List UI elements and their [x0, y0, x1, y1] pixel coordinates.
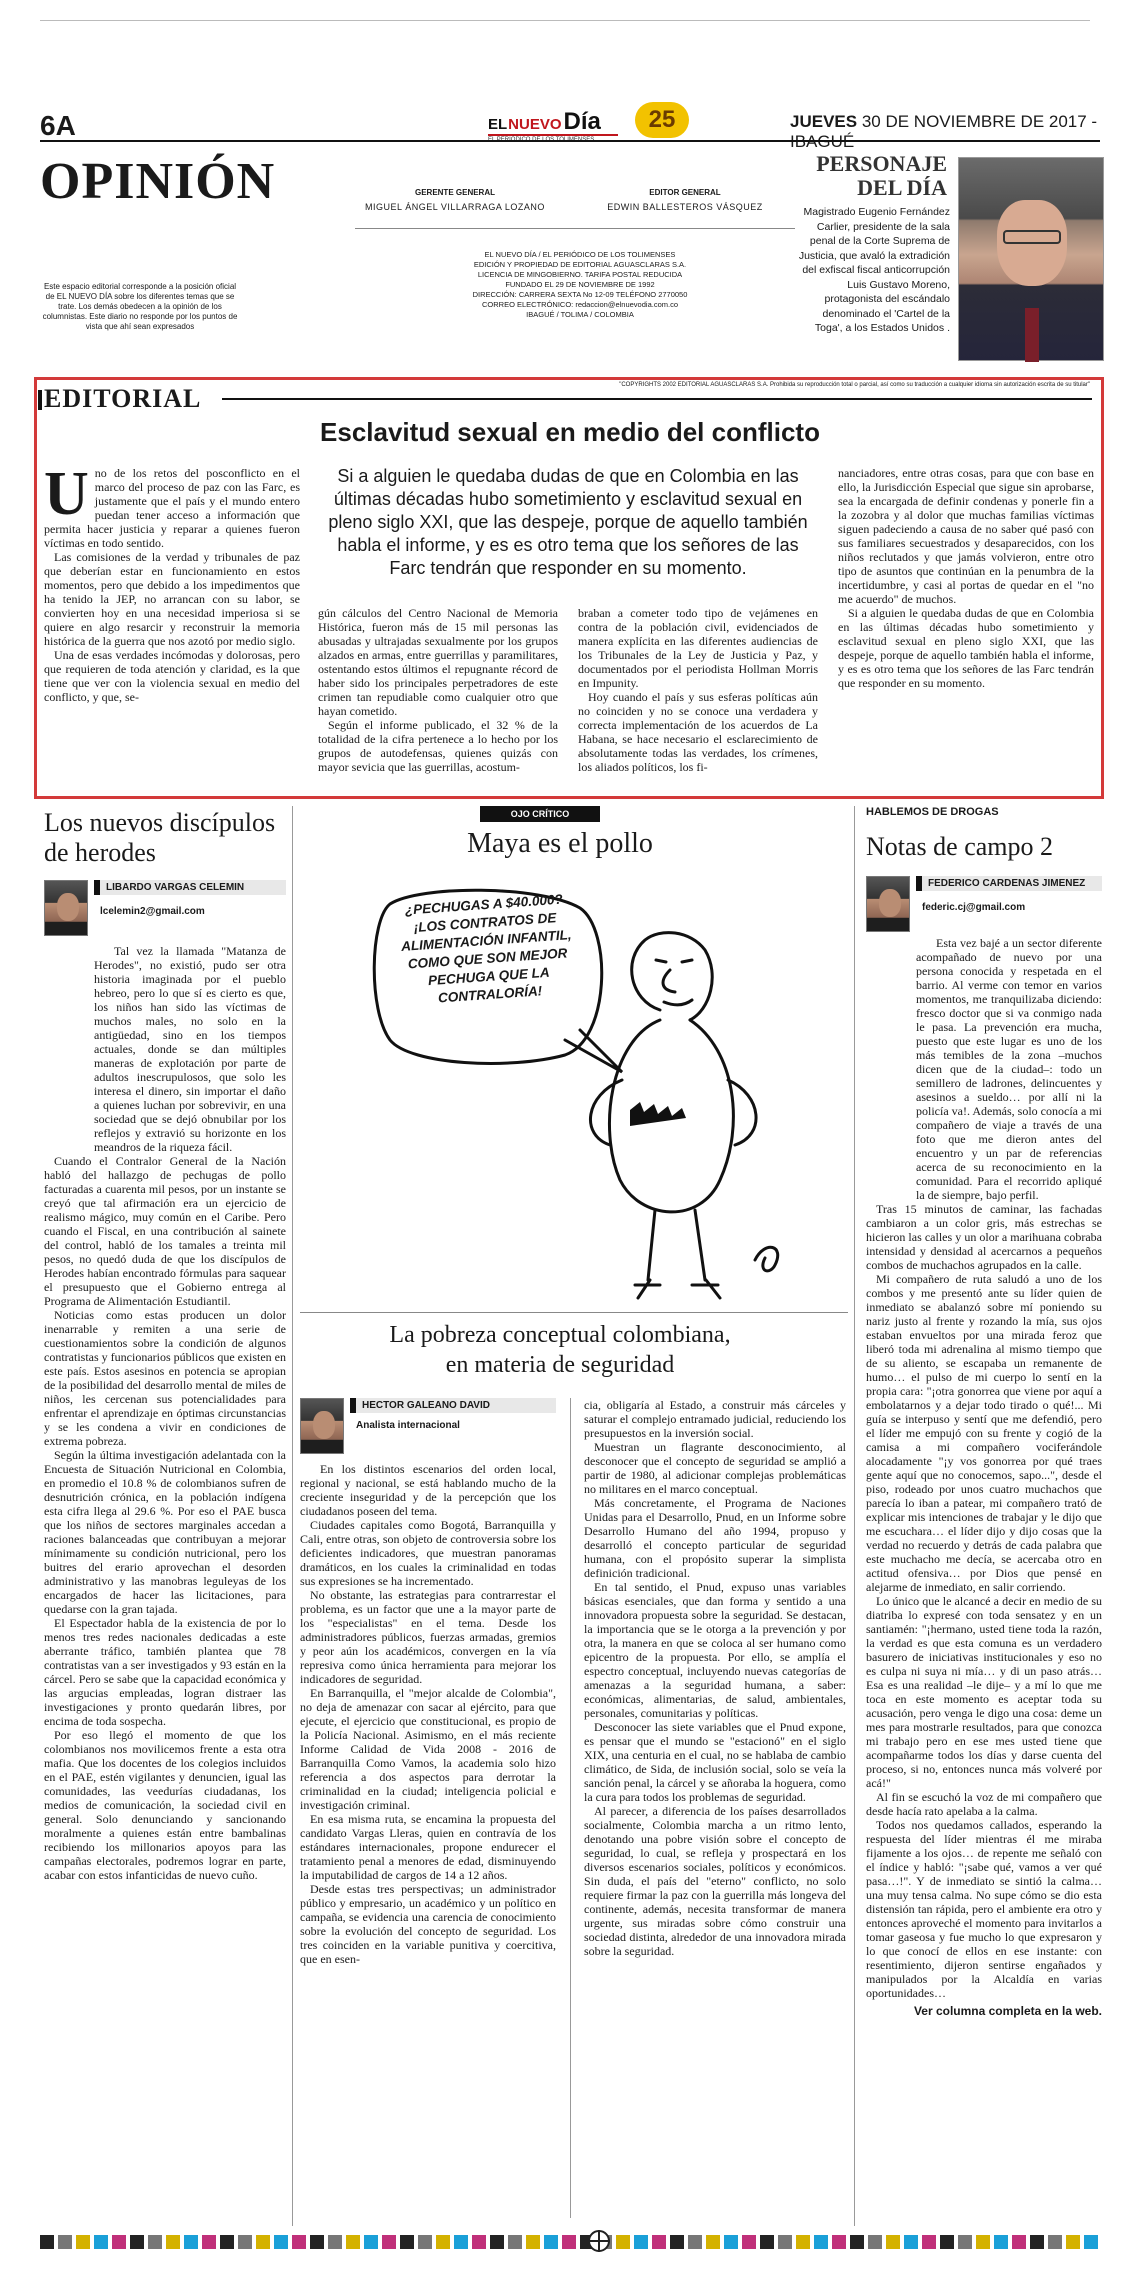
author-face — [57, 893, 79, 921]
center-article-column-1 — [300, 1462, 556, 1966]
article-paragraph: En esa misma ruta, se encamina la propuesta del candidato Vargas Lleras, quien en contravía de los estándares internacionales, propone endurecer el tratamiento penal a menores de edad, disminuyendo la imputabilidad de cargos de 14 a 12 años. — [300, 1812, 556, 1882]
editorial-paragraph: nanciadores, entre otras cosas, para que con base en ello, la Jurisdicción Especial que sigue sin aprobarse, sea la encargada de definir condenas y ponerle fin a la zozobra y al dolor que muchas familias víctimas siguen padeciendo a causa de no saber qué pasó con sus familiares secuestrados y desaparecidos, con los niños reclutados y que jamás volvieron, entre otro tipo de asuntos que continúan en la penumbra de la incertidumbre, y casi al portas de quedar en el "no me acuerdo" de muchos. — [838, 466, 1094, 606]
gerente-name: MIGUEL ÁNGEL VILLARRAGA LOZANO — [365, 202, 545, 212]
signature — [755, 1247, 778, 1271]
feather-tuft — [630, 1102, 686, 1126]
logo-dia: Día — [563, 108, 601, 135]
column-divider — [292, 806, 293, 2226]
left-column-body — [44, 944, 286, 1882]
author-byline: FEDERICO CARDENAS JIMENEZ — [916, 876, 1102, 891]
editorial-paragraph: braban a cometer todo tipo de vejámenes en contra de la población civil, evidenciados de manera explícita en las diferentes audiencias de los Tribunales de la Ley de Justicia y Paz, y documentados por el periodista Hollman Morris en Impunity. — [578, 606, 818, 690]
article-paragraph: Más concretamente, el Programa de Naciones Unidas para el Desarrollo, Pnud, en un Informe sobre Desarrollo Humano del año 1994, propuso y desarrolló el concepto particular de seguridad humana, con el propósito superar la simplista definición tradicional. — [584, 1496, 846, 1580]
article-paragraph: Al fin se escuchó la voz de mi compañero que desde hacía rato apelaba a la calma. — [866, 1790, 1102, 1818]
chicken-wing — [590, 1080, 622, 1145]
article-paragraph: Noticias como estas producen un dolor inenarrable y remiten a una serie de cuestionamientos sobre la condición de algunos contratistas y funcionarios públicos que existen en este país. Estos asesinos en potencia se apropian de la posibilidad del desarrollo mental de miles de niños, les cercenan sus potencialidades para enfrentar el aprendizaje en óptimas circunstancias y se les condena a vivir en condiciones de extrema pobreza. — [44, 1308, 286, 1448]
article-paragraph: Muestran un flagrante desconocimiento, al desconocer que el concepto de seguridad se amplió a partir de 1980, al adicionar complejas problemáticas no militares en el marco conceptual. — [584, 1440, 846, 1496]
drop-cap: U — [44, 460, 89, 528]
editorial-paragraph: gún cálculos del Centro Nacional de Memoria Histórica, fueron más de 15 mil personas las abusadas y ultrajadas sexualmente por los grupos alzados en armas, entre guerrillas y paramilitares, ostentando estos últimos el repugnante récord de haber sido los principales perpetradores de este crimen tan repudiable como cualquier otro que hayan cometido. — [318, 606, 558, 718]
editorial-paragraph: no de los retos del posconflicto en el marco del proceso de paz con las Farc, es justamente que el país y el mundo entero puedan tener acceso a información que permita hacer justicia y reparar a quienes fueron víctimas en todo sentido. — [44, 466, 300, 550]
article-paragraph: No obstante, las estrategias para contrarrestar el problema, es un factor que une a la mayor parte de los "especialistas" en el tema. Desde los administradores públicos, fuerzas armadas, gremios y peor aún los académicos, convergen en la vía represiva como única herramienta para mejorar los indicadores de seguridad. — [300, 1588, 556, 1686]
editorial-disclaimer: Este espacio editorial corresponde a la posición oficial de EL NUEVO DÍA sobre los diferentes temas que se trate. Los demás obedecen a la opinión de los columnistas. Este diario no responde por los puntos de vista que ahí sean expresados — [42, 282, 238, 331]
article-paragraph: Al parecer, a diferencia de los países desarrollados socialmente, Colombia marcha a un ritmo lento, denotando una pobre visión sobre el concepto de seguridad, lo cual, se refleja y prospectará en los diversos escenarios sociales, políticos y económicos. Sin duda, el país del "eterno" conflicto, no solo requiere firmar la paz con la guerrilla más longeva del continente, además, necesita transformar de manera urgente, sus miradas sobre cómo construir una sociedad distinta, alrededor de una innovadora mirada sobre la seguridad. — [584, 1804, 846, 1958]
header-rule — [40, 140, 1100, 142]
face-eyes — [656, 960, 692, 962]
gerente-label: GERENTE GENERAL — [414, 188, 495, 197]
editorial-paragraph: Según el informe publicado, el 32 % de la totalidad de la cifra pertenece a lo hecho por los grupos de autodefensas, quienes quizás con mayor sevicia que las guerrillas, acostum- — [318, 718, 558, 774]
pub-line: IBAGUÉ / TOLIMA / COLOMBIA — [526, 310, 634, 319]
editorial-column-4 — [838, 466, 1094, 690]
article-paragraph: Desde estas tres perspectivas; un administrador público y empresario, un académico y un político en campaña, se evidencia una carencia de conocimiento sobre la evolución del concepto de seguridad. Los tres coinciden en la variable punitiva y coercitiva, que en esen- — [300, 1882, 556, 1966]
read-more-link[interactable]: Ver columna completa en la web. — [913, 2004, 1102, 2018]
cartoon-title: Maya es el pollo — [467, 828, 653, 859]
editorial-column-2 — [318, 606, 558, 774]
article-paragraph: Mi compañero de ruta saludó a uno de los combos y me presentó ante su líder quien de inmediato se abalanzó sobre mí poniendo su nariz justo al frente y rozando la mía, sus ojos estaban envueltos por una mirada feroz que liberó toda mi adrenalina al mismo tiempo que de su aliento, se escapaba un remanente de humo… el pulso de mi cuerpo lo sentí en la propia cara: "¡otra gonorrea que viene por aquí a embolatarnos y a dejar todo tirado o qué!... Mi guía se interpuso y sentí que me defendió, pero el líder me empujó con su frente y cogió de la camisa a mi compañero vociferándole alocadamente "¡y vos gonorrea por qué traes gente aquí que no conocemos, sapo...", desde el piso, rodeado por unos cuatro muchachos que parecía lo iban a patear, mi compañero trató de explicar mis intenciones de trabajar y le dijo que me escuchara… el líder dijo y dijo cosas que la verdad no recuerdo y detrás de cada palabra que este muchacho me decía, se acercaba otro en actitud ofensiva… por Dios que pensé en alejarme de inmediato, en salir corriendo. — [866, 1272, 1102, 1594]
editorial-paragraph: Las comisiones de la verdad y tribunales de paz que deberían estar en funcionamiento en estos momentos, pero que debido a los impedimentos que ha tenido la JEP, no arrancan con su labor, se convierten hoy en una necesidad imperiosa si se quiere en algo resarcir y reconstruir la memoria histórica de la guerra que nos azotó por medio siglo. — [44, 550, 300, 648]
logo-el: EL — [488, 116, 508, 133]
article-paragraph: Esta vez bajé a un sector diferente acompañado de nuevo por una persona conocida y respetada en el barrio. Al verme con temor en varios momentos, me tranquilizaba diciendo: fresco doctor que si va conmigo nada le pasa. La prevención era mucha, puesto que este lugar es uno de los más temibles de la zona –muchos dicen que de la ciudad–: todo un semillero de ladrones, delincuentes y asesinos a sueldo… por allí ni la policía va!. Además, solo conocía a mi compañero de viaje a través de una foto que me dieron antes del encuentro y un par de referencias acerca de su reconocimiento en la comunidad. Para el recorrido apliqué la de siempre, bajo perfil. — [916, 936, 1102, 1202]
article-paragraph: Desconocer las siete variables que el Pnud expone, es pensar que el mundo se "estacionó" en el siglo XIX, una centuria en el cual, no se hablaba de cambio climático, de Sida, de inclusión social, solo se veía la sanción penal, la cárcel y se añoraba la hoguera, como la cura para todos los problemas de seguridad. — [584, 1720, 846, 1804]
registration-colorbar — [40, 2235, 1100, 2249]
pub-line: FUNDADO EL 29 DE NOVIEMBRE DE 1992 — [505, 280, 655, 289]
personaje-photo — [958, 157, 1104, 361]
author-face — [313, 1411, 335, 1439]
copyright-notice: "COPYRIGHTS 2002 EDITORIAL AGUASCLARAS S.A. Prohibida su reproducción total o parcial, así como su traducción a cualquier idioma sin autorización escrita de su titular" — [619, 382, 1090, 388]
author-photo — [44, 880, 88, 936]
article-paragraph: Tal vez la llamada "Matanza de Herodes", no existió, pudo ser otra historia imaginada por el pueblo hebreo, pero lo que sí es cierto es que, los niños han sido las víctimas de muchos males, no solo en la antigüedad, sino en los tiempos actuales, donde se dan múltiples maneras de explotación por parte de adultos inescrupulosos, que solo les interesa el dinero, sin importar el daño a quienes luchan por sobrevivir, en una sociedad que se dejó obnubilar por los reflejos y extravió su horizonte en los meandros de la riqueza fácil. — [94, 944, 286, 1154]
publication-info — [430, 250, 730, 320]
author-photo — [866, 876, 910, 932]
editorial-lead-quote: Si a alguien le quedaba dudas de que en Colombia en las últimas décadas hubo sometimiento y esclavitud sexual en pleno siglo XXI, que las despeje, porque de aquello también habla el informe, y es es otro tema que los señores de las Farc tendrán que responder en su momento. — [328, 466, 808, 578]
editor-block — [585, 188, 785, 212]
personaje-heading-line: PERSONAJE — [816, 151, 947, 176]
editorial-title: Esclavitud sexual en medio del conflicto — [320, 417, 820, 447]
personaje-text: Magistrado Eugenio Fernández Carlier, presidente de la sala penal de la Corte Suprema de Justicia, que avaló la extradición del exfiscal fiscal anticorrupción Luis Gustavo Moreno, protagonista del escándalo denominado el 'Cartel de la Toga', a los Estados Unidos . — [798, 206, 950, 334]
logo-nuevo: NUEVO — [508, 116, 562, 133]
editorial-paragraph: Hoy cuando el país y sus esferas políticas aún no coinciden y no se conoce una verdadera y correcta implementación de los acuerdos de La Habana, se hace necesario el esclarecimiento de absolutamente todas las verdades, los crímenes, los aliados políticos, los fi- — [578, 690, 818, 774]
personaje-heading-line: DEL DÍA — [857, 175, 947, 200]
anniversary-badge: 25 — [635, 102, 689, 138]
article-paragraph: cia, obligaría al Estado, a construir más cárceles y saturar el complejo entramado judicial, reduciendo los presupuestos en la inversión social. — [584, 1398, 846, 1440]
article-paragraph: Tras 15 minutos de caminar, las fachadas cambiaron a un color gris, más estrechas se hicieron las calles y un olor a marihuana cobraba intensidad y densidad al acercarnos a pequeños combos de muchachos agrupados en la calle. — [866, 1202, 1102, 1272]
author-photo — [300, 1398, 344, 1454]
author-email[interactable]: federic.cj@gmail.com — [922, 902, 1026, 913]
author-email[interactable]: lcelemin2@gmail.com — [100, 906, 205, 917]
editor-label: EDITOR GENERAL — [649, 188, 721, 197]
article-paragraph: Por eso llegó el momento de que los colombianos nos movilicemos frente a esta otra mafia. Que los docentes de los colegios incluidos en el PAE, estén vigilantes y denuncien, igual las comunidades, las veedurías ciudadanas, los medios de comunicación, la sociedad civil en general. Solo denunciando y sancionando moralmente a quienes están entre bambalinas recibiendo los millonarios apoyos para las campañas electorales, podremos lograr en parte, acabar con estos infanticidas de nuevo cuño. — [44, 1728, 286, 1882]
article-paragraph: En tal sentido, el Pnud, expuso unas variables básicas esenciales, que dan forma y sentido a una innovadora propuesta sobre la seguridad. Se destacan, la importancia que se le otorga a la prevención y por otra, la manera en que se coloca al ser humano como epicentro de la propuesta. Por ello, se amplía el espectro conceptual, incluyendo nuevas categorías de amenazas a la seguridad humana, a saber: económicas, alimentarias, de salud, ambientales, personales, comunitarias y políticas. — [584, 1580, 846, 1720]
article-paragraph: En Barranquilla, el "mejor alcalde de Colombia", no deja de amenazar con sacar al ejército, para que ejecute, el ejercicio que constitucional, es propio de la Policía Nacional. Asimismo, en el más reciente Informe Calidad de Vida 2008 - 2016 de Barranquilla Como Vamos, la academia solo hizo referencia a dos aspectos para derrotar la criminalidad en la ciudad; inteligencia policial e investigación criminal. — [300, 1686, 556, 1812]
author-byline: LIBARDO VARGAS CELEMIN — [94, 880, 286, 895]
registration-rule-top — [40, 20, 1090, 30]
author-face — [879, 889, 901, 917]
face-nose — [663, 970, 675, 992]
column-divider — [570, 1398, 571, 2218]
editorial-column-1 — [44, 460, 300, 704]
pub-line: EL NUEVO DÍA / EL PERIÓDICO DE LOS TOLIMENSES — [484, 250, 676, 259]
cartoon-speech-text: ¿PECHUGAS A $40.000? ¡LOS CONTRATOS DE ALIMENTACIÓN INFANTIL, COMO QUE SON MEJOR PECHUGA QUE LA CONTRALORÍA! — [400, 891, 573, 1006]
author-role: Analista internacional — [356, 1420, 460, 1431]
left-column-title: Los nuevos discípulos de herodes — [44, 808, 276, 867]
newspaper-logo[interactable] — [488, 108, 601, 136]
registration-crosshair-icon — [588, 2230, 610, 2252]
article-paragraph: Cuando el Contralor General de la Nación habló del hallazgo de pechugas de pollo facturadas a cuarenta mil pesos, por un instante se creyó que tal afirmación era un ejercicio de realismo mágico, muy común en el Caribe. Pero cuando el Fiscal, en una contribución al sainete del control, habló de los tamales a treinta mil pesos, no quedó duda de que los discípulos de Herodes habían encontrado fórmulas para saquear el presupuesto que el Gobierno entrega al Programa de Alimentación Estudiantil. — [44, 1154, 286, 1308]
ojo-critico-tag: OJO CRÍTICO — [480, 806, 600, 822]
section-title: OPINIÓN — [40, 153, 276, 210]
right-column-title: Notas de campo 2 — [866, 832, 1054, 861]
right-column-body — [866, 936, 1102, 2018]
article-paragraph: Todos nos quedamos callados, esperando la respuesta del líder mientras él me miraba fijamente a los ojos… de repente me señaló con el índice y habló: "¡sabe qué, vamos a ver qué pasa…!". Y de inmediato se sintió la calma… una muy tensa calma. No supe cómo se dio esta distensión tan rápida, pero el ambiente era otro y entonces aproveché el momento para invitarlos a tomar gaseosa y fue mucho lo que expresaron y lo que conocí de ellos en ese instante: con resentimiento, dijeron sentirse engañados y manipulados por la Alcaldía en varias oportunidades… — [866, 1818, 1102, 2000]
column-divider — [854, 806, 855, 2226]
center-article-title-line: en materia de seguridad — [445, 1352, 675, 1378]
editorial-column-3 — [578, 606, 818, 774]
dateline — [790, 112, 1131, 152]
center-article-title — [300, 1320, 820, 1380]
editorial-paragraph: Una de esas verdades incómodas y dolorosas, pero que requieren de toda atención y claridad, es la que tiene que ver con la violencia sexual en medio del conflicto, y que, se- — [44, 648, 300, 704]
article-paragraph: Según la última investigación adelantada con la Encuesta de Situación Nutricional en Colombia, en promedio el 10.8 % de colombianos sufren de desnutrición crónica, en la población indígena esta cifra llega al 29.6 %. Por eso el PAE busca que los niños de sectores marginales accedan a raciones balanceadas que contribuyan a mejorar mínimamente su condición nutricional, pero los buitres del erario aprovechan el desorden administrativo y las manobras leguleyas de los encargados de hacer las licitaciones, para quedarse con la gran tajada. — [44, 1448, 286, 1616]
author-byline: HECTOR GALEANO DAVID — [350, 1398, 556, 1413]
editor-name: EDWIN BALLESTEROS VÁSQUEZ — [607, 202, 763, 212]
page-number: 6A — [40, 110, 76, 141]
editorial-tag: EDITORIAL — [44, 384, 202, 413]
chicken-leg — [635, 1210, 660, 1298]
portrait-tie — [1025, 308, 1039, 362]
center-article-column-2 — [584, 1398, 846, 1958]
article-paragraph: El Espectador habla de la existencia de por lo menos tres redes nacionales dedicadas a este aberrante tráfico, también plantea que 78 contratistas van a ser investigados y 93 están en la cárcel. Pero se sabe que la capacidad económica y las argucias empleadas, logran distraer las investigaciones y pronto quedarán libres, por encima de toda sospecha. — [44, 1616, 286, 1728]
face-mouth — [664, 1000, 692, 1005]
gerente-block — [355, 188, 555, 212]
editorial-paragraph: Si a alguien le quedaba dudas de que en Colombia en las últimas décadas hubo sometimiento y esclavitud sexual en pleno siglo XXI, que las despeje, porque de aquello también habla el informe, y es es otro tema que los señores de las Farc tendrán que responder en su momento. — [838, 606, 1094, 690]
article-paragraph: Ciudades capitales como Bogotá, Barranquilla y Cali, entre otras, son objeto de controversia sobre los deficientes indicadores, que muestran panoramas dramáticos, en los cuales la criminalidad en todas sus expresiones se ha incrementado. — [300, 1518, 556, 1588]
logo-tagline: EL PERIÓDICO DE LOS TOLIMENSES — [488, 134, 618, 143]
chicken-head — [632, 933, 713, 1020]
chicken-leg — [692, 1210, 720, 1298]
article-paragraph: Lo único que le alcancé a decir en medio de su diatriba lo expresé con toda sensatez y en un santiamén: "¡hermano, usted tiene toda la razón, la verdad es que esta comuna es un verdadero basurero de iniciativas institucionales y eso no es culpa ni suya ni mía… y di un paso atrás… Esa es una realidad –le dije– y a mí lo que me toca en este momento es aceptar toda su acusación, pero venga le digo una cosa: deme un mes para mostrarle resultados, para que conozca mi trabajo pero en ese mes usted tiene que acompañarme todos los días y darse cuenta del proceso, si no, entonces nunca más volveré por acá!" — [866, 1594, 1102, 1790]
center-article-title-line: La pobreza conceptual colombiana, — [389, 1322, 731, 1348]
pub-line: LICENCIA DE MINGOBIERNO. TARIFA POSTAL REDUCIDA — [477, 270, 683, 279]
personaje-heading — [812, 152, 947, 200]
pub-line: EDICIÓN Y PROPIEDAD DE EDITORIAL AGUASCLARAS S.A. — [473, 260, 687, 269]
pub-line: DIRECCIÓN: CARRERA SEXTA No 12-09 TELÉFONO 2770050 — [472, 290, 688, 299]
pub-line: CORREO ELECTRÓNICO: redaccion@elnuevodia.com.co — [481, 300, 678, 309]
portrait-glasses — [1003, 230, 1061, 244]
dateline-date: 30 DE NOVIEMBRE DE 2017 - IBAGUÉ — [790, 112, 1098, 151]
section-divider — [300, 1312, 848, 1313]
right-column-tag: HABLEMOS DE DROGAS — [866, 806, 999, 818]
dateline-day: JUEVES — [790, 112, 858, 131]
article-paragraph: En los distintos escenarios del orden local, regional y nacional, se está hablando mucho de la creciente inseguridad y de la percepción que los ciudadanos poseen del tema. — [300, 1462, 556, 1518]
masthead-rule — [355, 228, 795, 229]
editorial-rule — [222, 398, 1092, 400]
